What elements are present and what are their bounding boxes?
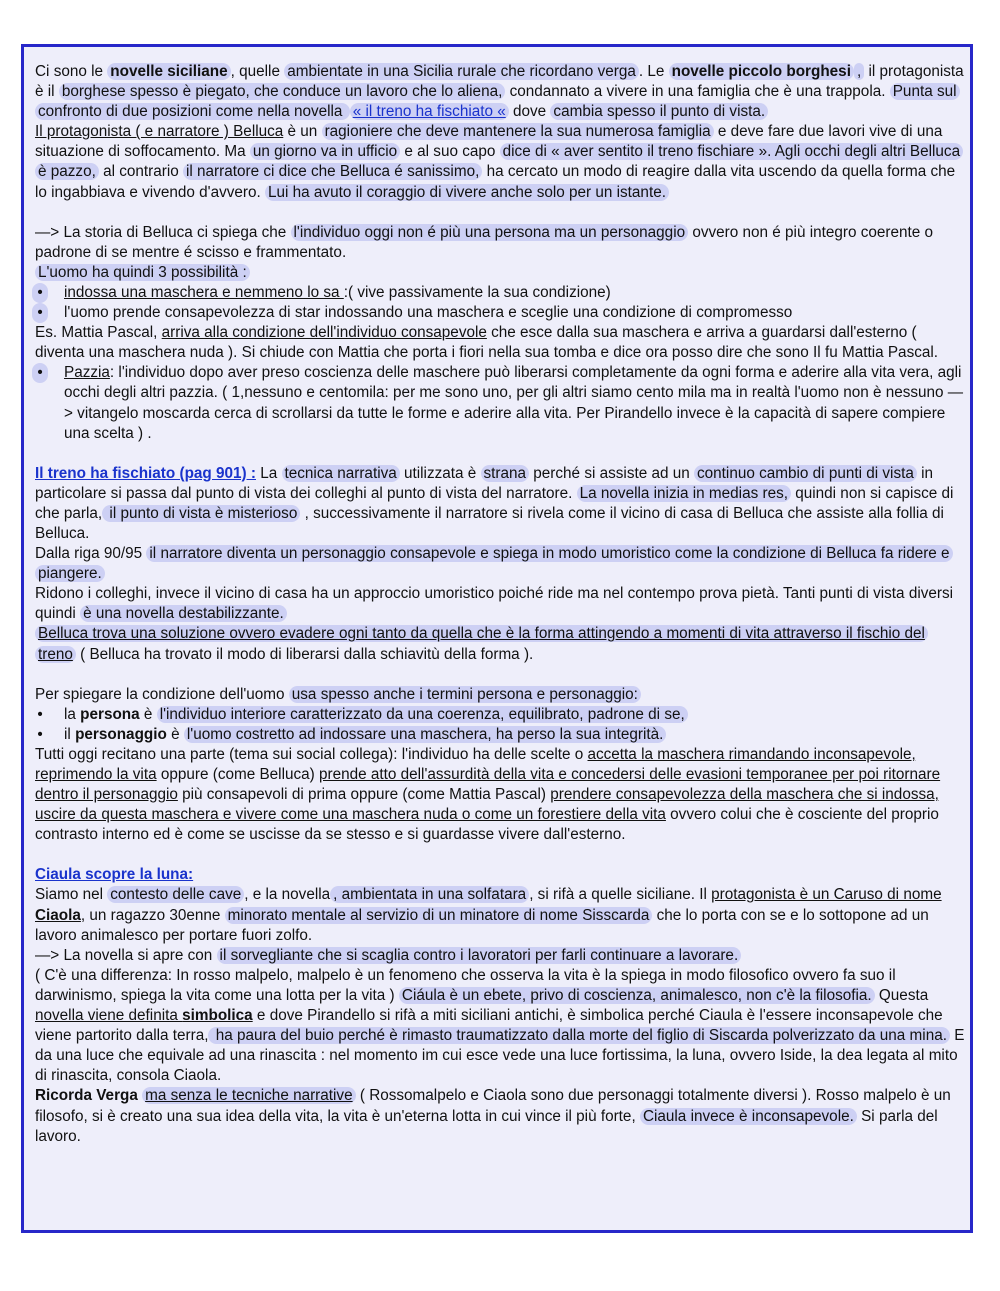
text: Siamo nel bbox=[35, 886, 108, 904]
text: il protagonista è il bbox=[35, 63, 964, 101]
section-title[interactable]: Il treno ha fischiato (pag 901) : bbox=[35, 464, 256, 482]
underline: Il protagonista ( e narratore ) Belluca bbox=[35, 123, 284, 141]
highlight: Punta sul confronto di due posizioni come nella novella bbox=[35, 83, 960, 120]
text: condannato a vivere in una famiglia che è una trappola. bbox=[505, 83, 890, 101]
text: :( vive passivamente la sua condizione) bbox=[343, 283, 611, 301]
underline: protagonista è un Caruso di nome bbox=[711, 886, 942, 904]
bullet-persona bbox=[35, 705, 965, 725]
text: Per spiegare la condizione dell'uomo bbox=[35, 685, 289, 703]
underline: Pazzia bbox=[64, 364, 110, 382]
text: ( Rossomalpelo e Ciaola sono due personaggi totalmente diversi ). Rosso malpelo è un filosofo, si è creato una sua idea della vita, la vita è un'eterna lotta in cui vince il più forte, bbox=[35, 1087, 951, 1125]
text: —> La storia di Belluca ci spiega che bbox=[35, 223, 291, 241]
text: Dalla riga 90/95 bbox=[35, 545, 147, 563]
highlight: novelle piccolo borghesi bbox=[669, 63, 854, 80]
highlight: minorato mentale al servizio di un minatore di nome Sisscarda bbox=[225, 907, 653, 924]
highlight: cambia spesso il punto di vista. bbox=[550, 103, 768, 120]
paragraph-persona bbox=[35, 685, 965, 705]
bold: Ciaola bbox=[35, 906, 81, 924]
text: il bbox=[64, 725, 76, 743]
highlight: il narratore diventa un personaggio consapevole e spiega in modo umoristico come la condizione di Belluca fa ridere e piangere. bbox=[35, 545, 953, 582]
paragraph-treno bbox=[35, 464, 965, 544]
text: è bbox=[139, 705, 157, 723]
highlight: Belluca trova una soluzione ovvero evadere ogni tanto da quella che è la forma attingendo a momenti di vita attraverso il fischio del treno bbox=[35, 625, 928, 662]
text: oppure (come Belluca) bbox=[156, 766, 319, 783]
highlight: strana bbox=[481, 465, 530, 482]
underline: arriva alla condizione dell'individuo consapevole bbox=[161, 324, 487, 342]
highlight: continuo cambio di punti di vista bbox=[694, 465, 917, 482]
highlight: ambientate in una Sicilia rurale che ricordano verga bbox=[284, 63, 639, 80]
text: Es. Mattia Pascal, bbox=[35, 324, 162, 342]
paragraph-riga bbox=[35, 544, 965, 584]
highlight: Ciáula è un ebete, privo di coscienza, animalesco, non c'è la filosofia. bbox=[399, 987, 875, 1004]
text: Questa bbox=[874, 986, 929, 1004]
bullet-personaggio bbox=[35, 725, 965, 745]
underline: accetta la maschera rimandando inconsapevole, reprimendo la vita bbox=[35, 745, 916, 783]
text: quindi non si capisce di che parla, bbox=[35, 484, 954, 522]
text: ovvero colui che è cosciente del proprio contrasto interno ed è come se uscisse da se stesso e si guardasse vivere dall'esterno. bbox=[35, 806, 939, 844]
paragraph-cave bbox=[35, 885, 965, 945]
text: ( Belluca ha trovato il modo di liberarsi dalla schiavitù della forma ). bbox=[75, 645, 534, 663]
text: Ci sono le bbox=[35, 63, 108, 80]
highlight: tecnica narrativa bbox=[282, 465, 400, 482]
text: che esce dalla sua maschera e arriva a guardarsi dall'esterno ( diventa una maschera nuda ). Si chiude con Mattia che porta i fiori nella sua tomba e dice ora posso dire che sono Il fu Mattia Pascal. bbox=[35, 324, 939, 362]
highlight: dice di « aver sentito il treno fischiare ». Agli occhi degli altri Belluca è pazzo, bbox=[35, 143, 963, 180]
spacer bbox=[35, 203, 965, 223]
highlight: , ambientata in una solfatara bbox=[330, 886, 529, 903]
text: Si parla del lavoro. bbox=[35, 1107, 938, 1145]
highlight: è una novella destabilizzante. bbox=[80, 605, 287, 622]
paragraph-recitano bbox=[35, 745, 965, 845]
highlight: Ciaula invece è inconsapevole. bbox=[640, 1108, 857, 1125]
paragraph-soluzione bbox=[35, 624, 965, 664]
highlight: La novella inizia in medias res, bbox=[577, 485, 791, 502]
text: perché si assiste ad un bbox=[529, 464, 695, 482]
highlight: l'uomo costretto ad indossare una maschera, ha perso la sua integrità. bbox=[184, 726, 667, 743]
highlight: contesto delle cave bbox=[107, 886, 244, 903]
text: , successivamente il narratore si rivela come il vicino di casa di Belluca che assiste alla follia di Belluca. bbox=[35, 504, 944, 542]
highlight: borghese spesso è piegato, che conduce un lavoro che lo aliena, bbox=[59, 83, 506, 100]
highlight: un giorno va in ufficio bbox=[250, 143, 400, 160]
text: E da una luce che equivale ad una rinascita : nel momento im cui esce vede una luce fortissima, la luna, ovvero Iside, la dea legata al mito di rinascita, consola Ciaola. bbox=[35, 1027, 965, 1085]
highlight: ma senza le tecniche narrative bbox=[142, 1087, 355, 1104]
note-content bbox=[35, 62, 965, 1147]
text: —> La novella si apre con bbox=[35, 946, 217, 964]
spacer bbox=[35, 444, 965, 464]
bullet-icon: • bbox=[32, 303, 48, 323]
text: dove bbox=[508, 103, 551, 121]
text: ( C'è una differenza: In rosso malpelo, malpelo è un fenomeno che osserva la vita è la spiega in modo filosofico ovvero fa suo il darwinismo, spiega la vita come una lotta per la vita ) bbox=[35, 966, 896, 1004]
text: , un ragazzo 30enne bbox=[80, 906, 225, 924]
text: e al suo capo bbox=[400, 143, 500, 161]
spacer bbox=[35, 665, 965, 685]
text: che lo porta con se e lo sottopone ad un lavoro animalesco per portare fuori zolfo. bbox=[35, 906, 929, 944]
paragraph-example bbox=[35, 323, 965, 363]
highlight: l'individuo oggi non é più una persona ma un personaggio bbox=[291, 224, 689, 241]
note-frame bbox=[21, 44, 973, 1233]
text: al contrario bbox=[98, 163, 183, 181]
text: , si rifà a quelle siciliane. Il bbox=[529, 886, 712, 904]
text: è bbox=[166, 725, 184, 743]
spacer bbox=[35, 845, 965, 865]
bullet-item-1 bbox=[35, 283, 965, 303]
highlight: ha paura del buio perché è rimasto traumatizzato dalla morte del figlio di Siscarda polverizzato da una mina. bbox=[208, 1027, 950, 1044]
text: ha cercato un modo di reagire dalla vita uscendo da quella forma che lo ingabbiava e vivendo d'avvero. bbox=[35, 163, 956, 201]
bold: simbolica bbox=[182, 1007, 253, 1025]
highlight: Lui ha avuto il coraggio di vivere anche solo per un istante. bbox=[265, 184, 669, 201]
text: in particolare si passa dal punto di vista dei colleghi al punto di vista del narratore. bbox=[35, 464, 934, 502]
text: è un bbox=[283, 123, 322, 141]
text: , quelle bbox=[230, 63, 285, 80]
paragraph-differenza bbox=[35, 966, 965, 1087]
highlight: il narratore ci dice che Belluca é sanissimo, bbox=[183, 163, 482, 180]
highlight: , bbox=[854, 63, 864, 80]
highlight: L'uomo ha quindi 3 possibilità : bbox=[35, 264, 250, 281]
highlight: il punto di vista è misterioso bbox=[102, 505, 300, 522]
section-title[interactable]: Ciaula scopre la luna: bbox=[35, 866, 194, 884]
highlight: novelle siciliane bbox=[107, 63, 230, 80]
underline: prendere consapevolezza della maschera che si indossa, uscire da questa maschera e vivere come una maschera nuda o come un forestiere della vita bbox=[35, 786, 939, 824]
bullet-icon: • bbox=[37, 725, 43, 743]
highlight: il sorvegliante che si scaglia contro i lavoratori per farli continuare a lavorare. bbox=[217, 947, 742, 964]
bullet-icon: • bbox=[37, 705, 43, 723]
text: la bbox=[64, 705, 81, 723]
ciaula-heading bbox=[35, 865, 965, 885]
text: La bbox=[256, 464, 282, 482]
text: utilizzata è bbox=[399, 464, 481, 482]
underline: prende atto dell'assurdità della vita e concedersi delle evasioni temporanee per poi ritornare dentro il personaggio bbox=[35, 766, 941, 804]
highlight: ragioniere che deve mantenere la sua numerosa famiglia bbox=[322, 123, 714, 140]
text: : l'individuo dopo aver preso coscienza delle maschere può liberarsi completamente da ogni forma e aderire alla vita vera, agli occhi degli altri pazzia. ( 1,nessuno e centomila: per me sono uno, per gli altri siamo cento mila ma in realtà l'uomo non è nessuno —> vitangelo moscarda cerca di scrollarsi da tutte le forme e aderire alla vita. Per Pirandello invece è la capacità di sapere compiere una scelta ) . bbox=[64, 364, 964, 442]
text: Ridono i colleghi, invece il vicino di casa ha un approccio umoristico poiché ride ma nel contempo prova pietà. Tanti punti di vista diversi quindi bbox=[35, 585, 954, 623]
text: ovvero non é più integro coerente o padrone di se mentre é scisso e frammentato. bbox=[35, 223, 934, 261]
text: più consapevoli di prima oppure (come Mattia Pascal) bbox=[177, 786, 551, 804]
bold: persona bbox=[80, 705, 140, 723]
paragraph-verga bbox=[35, 1086, 965, 1146]
paragraph-intro bbox=[35, 62, 965, 122]
paragraph-storia bbox=[35, 223, 965, 263]
text: e deve fare due lavori vive di una situazione di soffocamento. Ma bbox=[35, 123, 943, 161]
bold: personaggio bbox=[75, 725, 167, 743]
highlight: l'individuo interiore caratterizzato da una coerenza, equilibrato, padrone di se, bbox=[157, 706, 688, 723]
bullet-item-2 bbox=[35, 303, 965, 323]
bullet-icon: • bbox=[32, 283, 48, 303]
text: . Le bbox=[638, 63, 669, 80]
underline: indossa una maschera e nemmeno lo sa bbox=[64, 283, 344, 301]
text: e dove Pirandello si rifà a miti siciliani antichi, è simbolica perché Ciaula è l'essere inconsapevole che viene partorito dalla terra, bbox=[35, 1007, 943, 1045]
highlight: usa spesso anche i termini persona e personaggio: bbox=[289, 686, 641, 703]
bold: Ricorda Verga bbox=[35, 1087, 138, 1105]
text: , e la novella bbox=[244, 886, 331, 904]
paragraph-belluca bbox=[35, 122, 965, 202]
underline: novella viene definita bbox=[35, 1007, 183, 1025]
bullet-icon: • bbox=[32, 363, 48, 383]
possibilities-heading bbox=[35, 263, 965, 283]
text: Tutti oggi recitano una parte (tema sui social collega): l'individuo ha delle scelte o bbox=[35, 745, 588, 763]
text: l'uomo prende consapevolezza di star indossando una maschera e sceglie una condizione di compromesso bbox=[64, 304, 793, 322]
paragraph-ridono bbox=[35, 584, 965, 624]
paragraph-sorvegliante bbox=[35, 946, 965, 966]
bullet-item-3 bbox=[35, 363, 965, 443]
novel-link[interactable]: « il treno ha fischiato « bbox=[350, 103, 509, 120]
